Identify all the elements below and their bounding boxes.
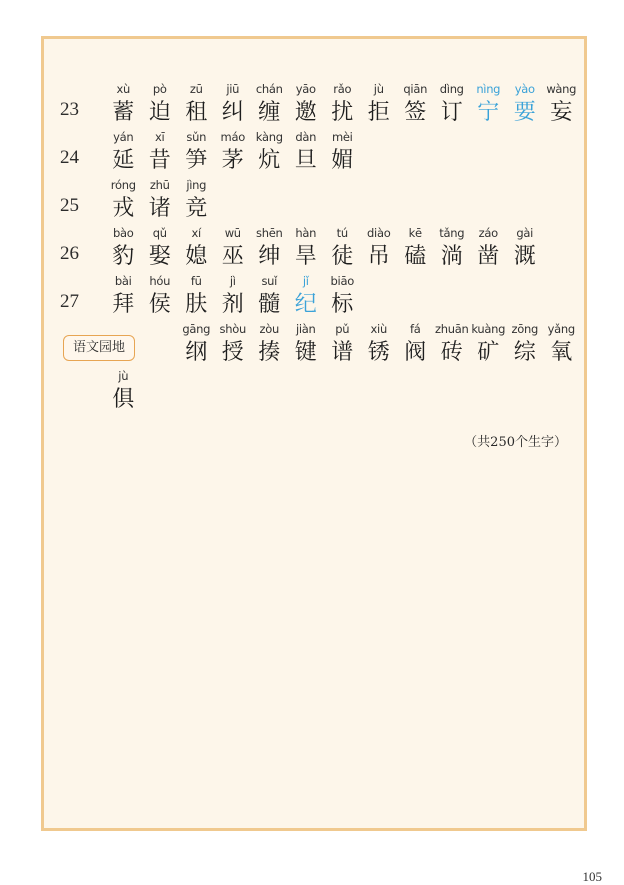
pinyin: jiàn	[295, 322, 316, 336]
hanzi: 昔	[148, 148, 171, 173]
hanzi: 炕	[258, 148, 281, 173]
pinyin: yán	[113, 130, 134, 144]
char-cell	[324, 129, 361, 176]
pinyin: jì	[229, 274, 236, 288]
char-cell	[288, 321, 325, 368]
hanzi: 旱	[294, 244, 317, 269]
pinyin: pǔ	[335, 322, 350, 336]
pinyin: dìng	[439, 82, 464, 96]
hanzi: 延	[112, 148, 135, 173]
hanzi: 订	[440, 100, 463, 125]
hanzi: 缠	[258, 100, 281, 125]
hanzi: 剂	[221, 292, 244, 317]
char-cell	[543, 81, 580, 128]
pinyin: jǐ	[302, 274, 309, 288]
hanzi: 侯	[148, 292, 171, 317]
char-cell	[324, 225, 361, 272]
hanzi: 拜	[112, 292, 135, 317]
char-cell	[288, 81, 325, 128]
hanzi: 标	[331, 292, 354, 317]
char-cell	[288, 273, 325, 320]
pinyin: mèi	[331, 130, 353, 144]
hanzi: 拒	[367, 100, 390, 125]
pinyin: yào	[514, 82, 535, 96]
hanzi: 笋	[185, 148, 208, 173]
pinyin: kē	[408, 226, 422, 240]
pinyin: záo	[478, 226, 498, 240]
char-row	[44, 225, 590, 271]
char-cell	[251, 225, 288, 272]
char-cell	[142, 129, 179, 176]
hanzi: 扰	[331, 100, 354, 125]
pinyin: zòu	[259, 322, 279, 336]
char-cell	[251, 129, 288, 176]
char-cell	[142, 177, 179, 224]
total-count-note: （共250个生字）	[464, 435, 567, 450]
lesson-number: 25	[60, 195, 79, 216]
char-cell	[105, 81, 142, 128]
hanzi: 蓄	[112, 100, 135, 125]
char-cell	[178, 129, 215, 176]
char-cell	[178, 177, 215, 224]
char-cell	[251, 321, 288, 368]
pinyin: wū	[224, 226, 241, 240]
pinyin: hóu	[149, 274, 171, 288]
pinyin: máo	[220, 130, 245, 144]
pinyin: xī	[155, 130, 165, 144]
pinyin: biāo	[330, 274, 354, 288]
char-cell	[288, 129, 325, 176]
char-cell	[215, 321, 252, 368]
hanzi: 吊	[367, 244, 390, 269]
char-cell	[215, 129, 252, 176]
lesson-number: 26	[60, 243, 79, 264]
char-cell	[142, 225, 179, 272]
char-cell	[105, 273, 142, 320]
lesson-number: 27	[60, 291, 79, 312]
char-cell	[361, 81, 398, 128]
hanzi: 授	[221, 340, 244, 365]
hanzi: 纠	[221, 100, 244, 125]
hanzi: 谱	[331, 340, 354, 365]
hanzi: 租	[185, 100, 208, 125]
hanzi: 娶	[148, 244, 171, 269]
hanzi: 肤	[185, 292, 208, 317]
hanzi: 竞	[185, 196, 208, 221]
pinyin: nìng	[476, 82, 501, 96]
char-list	[105, 129, 361, 176]
hanzi: 徒	[331, 244, 354, 269]
hanzi: 要	[513, 100, 536, 125]
pinyin: róng	[110, 178, 136, 192]
lesson-number: 23	[60, 99, 79, 120]
pinyin: qǔ	[152, 226, 167, 240]
hanzi: 媳	[185, 244, 208, 269]
char-cell	[507, 321, 544, 368]
pinyin: gāng	[182, 322, 211, 336]
char-cell	[215, 273, 252, 320]
pinyin: tǎng	[439, 226, 465, 240]
char-cell	[434, 321, 471, 368]
hanzi: 砖	[440, 340, 463, 365]
char-list	[105, 368, 142, 415]
hanzi: 磕	[404, 244, 427, 269]
pinyin: bài	[114, 274, 132, 288]
char-cell	[251, 81, 288, 128]
char-cell	[470, 225, 507, 272]
hanzi: 键	[294, 340, 317, 365]
hanzi: 阀	[404, 340, 427, 365]
pinyin: zhuān	[435, 322, 469, 336]
char-cell	[288, 225, 325, 272]
char-list	[105, 225, 543, 272]
pinyin: kàng	[255, 130, 283, 144]
char-cell	[507, 225, 544, 272]
hanzi: 诸	[148, 196, 171, 221]
hanzi: 巫	[221, 244, 244, 269]
char-cell	[105, 129, 142, 176]
char-cell	[178, 273, 215, 320]
char-cell	[397, 225, 434, 272]
hanzi: 矿	[477, 340, 500, 365]
char-list	[105, 81, 580, 128]
char-row	[44, 177, 590, 223]
char-row	[44, 81, 590, 127]
pinyin: dàn	[295, 130, 317, 144]
pinyin: yāo	[295, 82, 316, 96]
hanzi: 溉	[513, 244, 536, 269]
hanzi: 旦	[294, 148, 317, 173]
hanzi: 戎	[112, 196, 135, 221]
hanzi: 宁	[477, 100, 500, 125]
char-list	[105, 177, 215, 224]
char-cell	[397, 321, 434, 368]
char-row	[44, 273, 590, 319]
char-cell	[324, 321, 361, 368]
char-row	[44, 129, 590, 175]
hanzi: 迫	[148, 100, 171, 125]
pinyin: suǐ	[261, 274, 278, 288]
char-cell	[142, 273, 179, 320]
char-cell	[215, 225, 252, 272]
hanzi: 髓	[258, 292, 281, 317]
pinyin: yǎng	[547, 322, 575, 336]
hanzi: 俱	[112, 387, 135, 412]
pinyin: qiān	[403, 82, 428, 96]
pinyin: sǔn	[186, 130, 207, 144]
hanzi: 淌	[440, 244, 463, 269]
pinyin: shēn	[256, 226, 283, 240]
hanzi: 凿	[477, 244, 500, 269]
hanzi: 豹	[112, 244, 135, 269]
char-cell	[470, 321, 507, 368]
hanzi: 综	[513, 340, 536, 365]
char-cell	[543, 321, 580, 368]
char-cell	[470, 81, 507, 128]
pinyin: chán	[255, 82, 283, 96]
hanzi: 邀	[294, 100, 317, 125]
char-cell	[215, 81, 252, 128]
page-number: 105	[582, 869, 602, 884]
pinyin: fū	[190, 274, 202, 288]
char-cell	[178, 225, 215, 272]
hanzi: 绅	[258, 244, 281, 269]
pinyin: zōng	[511, 322, 538, 336]
char-cell	[507, 81, 544, 128]
hanzi: 茅	[221, 148, 244, 173]
char-cell	[324, 273, 361, 320]
char-cell	[105, 177, 142, 224]
pinyin: xù	[116, 82, 130, 96]
pinyin: zū	[189, 82, 203, 96]
char-list	[105, 273, 361, 320]
pinyin: fá	[410, 322, 421, 336]
pinyin: zhū	[149, 178, 170, 192]
char-cell	[324, 81, 361, 128]
char-cell	[105, 368, 142, 415]
char-cell	[178, 81, 215, 128]
hanzi: 纪	[294, 292, 317, 317]
char-cell	[361, 225, 398, 272]
pinyin: kuàng	[471, 322, 506, 336]
hanzi: 媚	[331, 148, 354, 173]
char-cell	[434, 81, 471, 128]
char-row	[44, 368, 590, 414]
pinyin: gài	[516, 226, 534, 240]
hanzi: 氧	[550, 340, 573, 365]
hanzi: 妄	[550, 100, 573, 125]
pinyin: jù	[373, 82, 384, 96]
char-cell	[397, 81, 434, 128]
pinyin: pò	[152, 82, 167, 96]
pinyin: jìng	[186, 178, 207, 192]
character-table-panel	[41, 36, 587, 831]
char-cell	[434, 225, 471, 272]
char-list	[178, 321, 580, 368]
pinyin: jù	[118, 369, 129, 383]
char-cell	[251, 273, 288, 320]
pinyin: jiū	[226, 82, 240, 96]
pinyin: bào	[113, 226, 134, 240]
char-cell	[178, 321, 215, 368]
pinyin: xiù	[370, 322, 387, 336]
hanzi: 纲	[185, 340, 208, 365]
lesson-number: 24	[60, 147, 79, 168]
pinyin: wàng	[546, 82, 577, 96]
pinyin: hàn	[295, 226, 317, 240]
hanzi: 签	[404, 100, 427, 125]
pinyin: rǎo	[333, 82, 352, 96]
pinyin: diào	[367, 226, 391, 240]
hanzi: 揍	[258, 340, 281, 365]
pinyin: xí	[191, 226, 201, 240]
char-cell	[361, 321, 398, 368]
pinyin: tú	[336, 226, 348, 240]
hanzi: 锈	[367, 340, 390, 365]
pinyin: shòu	[219, 322, 246, 336]
char-cell	[142, 81, 179, 128]
char-cell	[105, 225, 142, 272]
section-label-badge: 语文园地	[63, 335, 135, 361]
